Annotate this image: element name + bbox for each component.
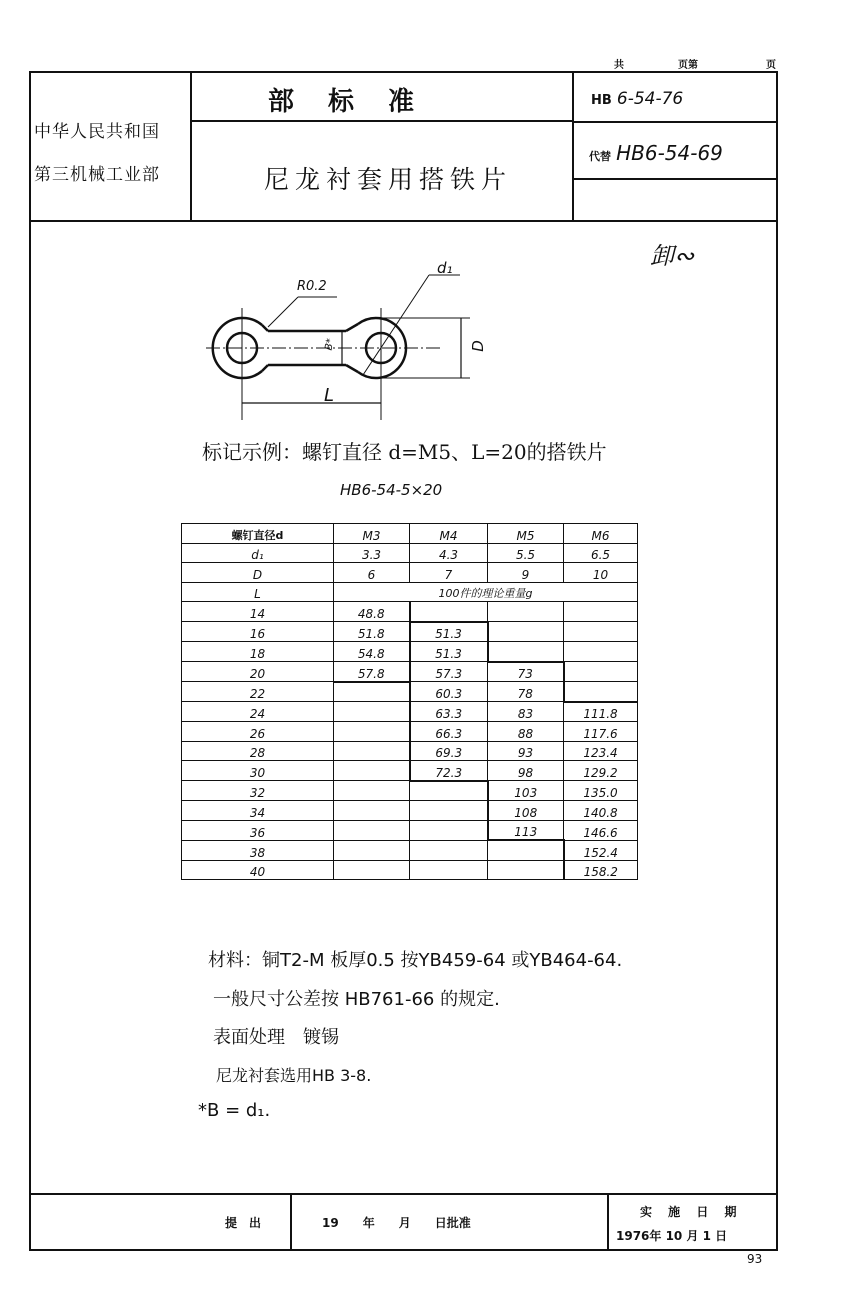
frame-right bbox=[776, 71, 778, 1251]
col-M3: M3 bbox=[334, 524, 410, 544]
cell: 83 bbox=[488, 702, 564, 722]
cell: 66.3 bbox=[410, 722, 488, 742]
L-value: 24 bbox=[182, 702, 334, 722]
cell bbox=[488, 860, 564, 880]
cell bbox=[488, 622, 564, 642]
label-D: D bbox=[468, 340, 487, 352]
page-number: 93 bbox=[747, 1252, 763, 1266]
cell: 113 bbox=[488, 820, 564, 840]
d1-m3: 3.3 bbox=[334, 543, 410, 563]
footer-divider-2 bbox=[607, 1194, 609, 1250]
effective-label: 实 施 日 期 bbox=[640, 1205, 743, 1219]
note-B-equals-d1: *B = d₁. bbox=[198, 1100, 271, 1121]
table-row bbox=[182, 840, 638, 860]
L-value: 32 bbox=[182, 781, 334, 801]
L-value: 36 bbox=[182, 820, 334, 840]
L-value: 26 bbox=[182, 722, 334, 742]
submitted-label: 提 出 bbox=[225, 1216, 262, 1230]
table-row bbox=[182, 781, 638, 801]
cell bbox=[410, 860, 488, 880]
cell bbox=[334, 840, 410, 860]
table-row bbox=[182, 602, 638, 622]
replaces-label: 代替 bbox=[589, 150, 611, 163]
table-row bbox=[182, 722, 638, 742]
d1-label: d₁ bbox=[182, 543, 334, 563]
header-divider-right bbox=[572, 71, 574, 221]
note-surface-treatment: 表面处理 镀锡 bbox=[213, 1027, 339, 1048]
L-value: 16 bbox=[182, 622, 334, 642]
cell: 135.0 bbox=[564, 781, 638, 801]
cell: 73 bbox=[488, 662, 564, 682]
table-row bbox=[182, 682, 638, 702]
table-row bbox=[182, 642, 638, 662]
cell: 60.3 bbox=[410, 682, 488, 702]
cell: 54.8 bbox=[334, 642, 410, 662]
replaces-code bbox=[589, 141, 723, 165]
cell bbox=[488, 840, 564, 860]
cell: 111.8 bbox=[564, 702, 638, 722]
code-prefix: HB bbox=[591, 93, 612, 108]
cell: 108 bbox=[488, 801, 564, 821]
L-value: 20 bbox=[182, 662, 334, 682]
cell: 51.3 bbox=[410, 642, 488, 662]
table-row-header bbox=[182, 524, 638, 544]
cell bbox=[410, 801, 488, 821]
cell: 57.8 bbox=[334, 662, 410, 682]
cell: 146.6 bbox=[564, 820, 638, 840]
cell: 88 bbox=[488, 722, 564, 742]
cell bbox=[564, 642, 638, 662]
standard-type: 部标准 bbox=[268, 87, 449, 117]
L-value: 18 bbox=[182, 642, 334, 662]
table-row bbox=[182, 820, 638, 840]
table-row bbox=[182, 860, 638, 880]
L-value: 28 bbox=[182, 741, 334, 761]
cell: 117.6 bbox=[564, 722, 638, 742]
cell bbox=[334, 860, 410, 880]
header-label: 螺钉直径d bbox=[182, 524, 334, 544]
standard-code bbox=[591, 89, 683, 109]
cell: 78 bbox=[488, 682, 564, 702]
cell: 158.2 bbox=[564, 860, 638, 880]
cell bbox=[334, 741, 410, 761]
cell: 98 bbox=[488, 761, 564, 781]
L-value: 30 bbox=[182, 761, 334, 781]
marking-example-text: 标记示例：螺钉直径 d=M5、L=20的搭铁片 bbox=[202, 440, 607, 464]
cell: 140.8 bbox=[564, 801, 638, 821]
D-m6: 10 bbox=[564, 563, 638, 583]
weight-caption: 100件的理论重量g bbox=[334, 582, 638, 602]
cell: 152.4 bbox=[564, 840, 638, 860]
code-divider-1 bbox=[572, 121, 777, 123]
cell: 63.3 bbox=[410, 702, 488, 722]
cell bbox=[334, 682, 410, 702]
cell bbox=[334, 761, 410, 781]
footer-divider-1 bbox=[290, 1194, 292, 1250]
d1-m5: 5.5 bbox=[488, 543, 564, 563]
label-B: B* bbox=[323, 337, 337, 352]
cell: 51.8 bbox=[334, 622, 410, 642]
label-radius: R0.2 bbox=[297, 279, 327, 294]
cell: 103 bbox=[488, 781, 564, 801]
page-end-label: 页 bbox=[766, 60, 776, 71]
cell bbox=[334, 801, 410, 821]
cell bbox=[334, 781, 410, 801]
cell bbox=[564, 662, 638, 682]
cell bbox=[488, 602, 564, 622]
cell: 48.8 bbox=[334, 602, 410, 622]
D-m5: 9 bbox=[488, 563, 564, 583]
table-row bbox=[182, 622, 638, 642]
D-label: D bbox=[182, 563, 334, 583]
col-M5: M5 bbox=[488, 524, 564, 544]
L-value: 38 bbox=[182, 840, 334, 860]
d1-m6: 6.5 bbox=[564, 543, 638, 563]
label-d1: d₁ bbox=[437, 259, 453, 277]
cell bbox=[334, 722, 410, 742]
table-row bbox=[182, 801, 638, 821]
L-value: 34 bbox=[182, 801, 334, 821]
table-row bbox=[182, 662, 638, 682]
cell bbox=[410, 781, 488, 801]
D-m3: 6 bbox=[334, 563, 410, 583]
table-row-D bbox=[182, 563, 638, 583]
L-value: 22 bbox=[182, 682, 334, 702]
header-divider-left bbox=[190, 71, 192, 221]
L-label: L bbox=[182, 582, 334, 602]
handwritten-note: 卸∾ bbox=[650, 242, 695, 270]
cell: 57.3 bbox=[410, 662, 488, 682]
cell: 72.3 bbox=[410, 761, 488, 781]
cell bbox=[410, 840, 488, 860]
document-title: 尼龙衬套用搭铁片 bbox=[264, 165, 513, 194]
footer-top-rule bbox=[29, 1193, 777, 1195]
cell bbox=[564, 622, 638, 642]
note-tolerance: 一般尺寸公差按 HB761-66 的规定. bbox=[213, 989, 500, 1010]
title-divider bbox=[190, 120, 573, 122]
frame-top bbox=[29, 71, 777, 73]
page-total-label: 共 bbox=[614, 60, 624, 71]
code-value: 6-54-76 bbox=[616, 89, 684, 109]
frame-bottom bbox=[29, 1249, 777, 1251]
table-row bbox=[182, 702, 638, 722]
cell: 129.2 bbox=[564, 761, 638, 781]
cell bbox=[564, 682, 638, 702]
code-divider-2 bbox=[572, 178, 777, 180]
cell bbox=[564, 602, 638, 622]
d1-m4: 4.3 bbox=[410, 543, 488, 563]
L-value: 40 bbox=[182, 860, 334, 880]
replaces-value: HB6-54-69 bbox=[616, 141, 723, 165]
cell bbox=[334, 702, 410, 722]
col-M6: M6 bbox=[564, 524, 638, 544]
cell: 69.3 bbox=[410, 741, 488, 761]
table-row bbox=[182, 761, 638, 781]
marking-example-code: HB6-54-5×20 bbox=[340, 481, 443, 499]
table-row-L-header bbox=[182, 582, 638, 602]
org-line-1: 中华人民共和国 bbox=[34, 122, 160, 142]
L-value: 14 bbox=[182, 602, 334, 622]
approval-text: 19 年 月 日批准 bbox=[322, 1216, 471, 1230]
part-drawing bbox=[200, 270, 500, 420]
cell bbox=[410, 602, 488, 622]
cell bbox=[410, 820, 488, 840]
spec-table bbox=[181, 523, 638, 880]
header-bottom-rule bbox=[29, 220, 777, 222]
effective-date: 1976年 10 月 1 日 bbox=[616, 1229, 728, 1243]
note-material: 材料：铜T2-M 板厚0.5 按YB459-64 或YB464-64. bbox=[208, 950, 623, 971]
D-m4: 7 bbox=[410, 563, 488, 583]
cell bbox=[334, 820, 410, 840]
col-M4: M4 bbox=[410, 524, 488, 544]
cell: 123.4 bbox=[564, 741, 638, 761]
table-row-d1 bbox=[182, 543, 638, 563]
cell: 93 bbox=[488, 741, 564, 761]
note-bushing: 尼龙衬套选用HB 3-8. bbox=[216, 1066, 372, 1085]
label-L: L bbox=[324, 385, 335, 406]
table-row bbox=[182, 741, 638, 761]
frame-left bbox=[29, 71, 31, 1251]
org-line-2: 第三机械工业部 bbox=[34, 165, 160, 185]
page-current-label: 页第 bbox=[678, 60, 698, 71]
cell bbox=[488, 642, 564, 662]
cell: 51.3 bbox=[410, 622, 488, 642]
